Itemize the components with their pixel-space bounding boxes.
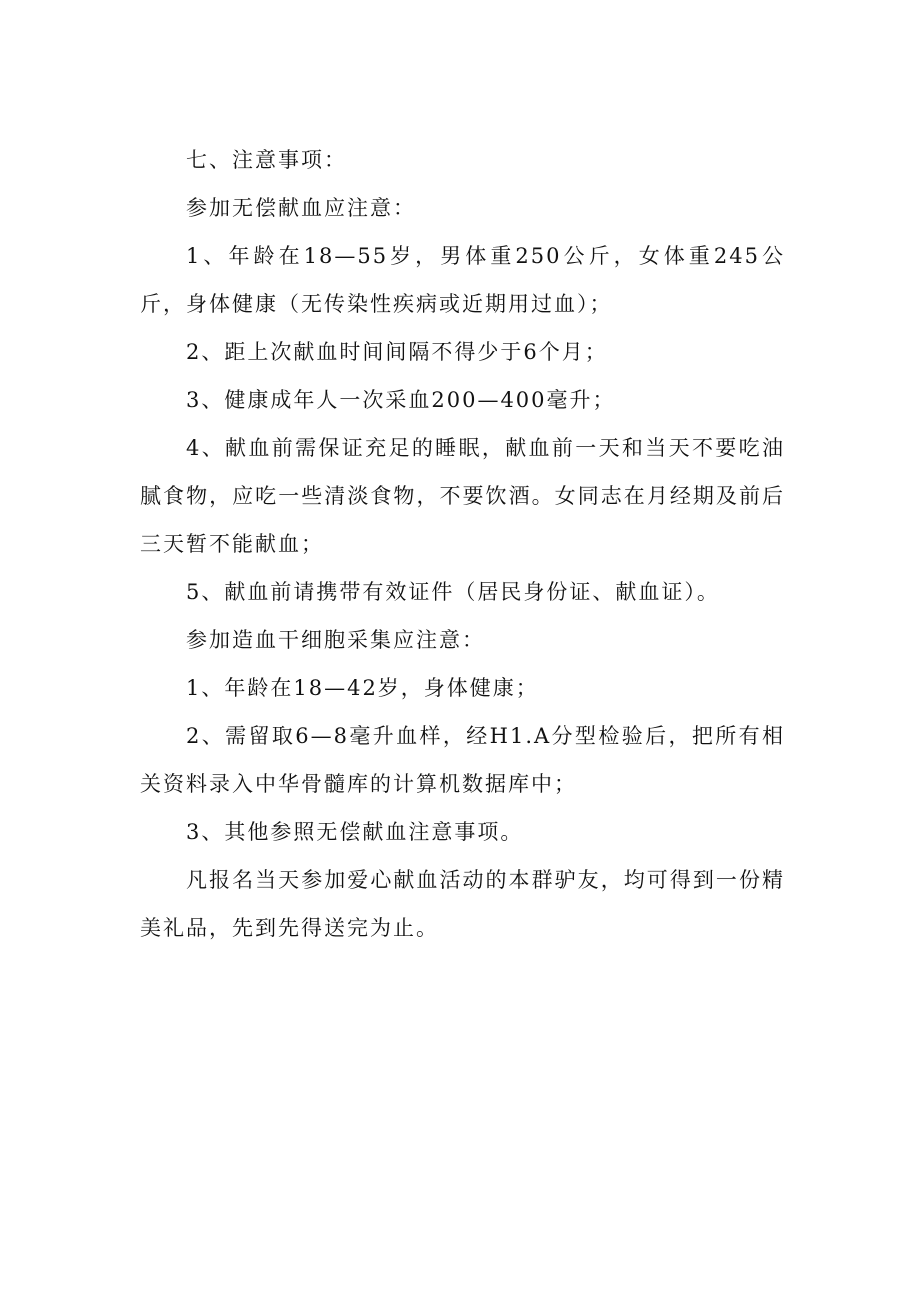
stem-cell-item-2: 2、需留取6—8毫升血样，经H1.A分型检验后，把所有相关资料录入中华骨髓库的计算机数据库中；	[140, 724, 785, 796]
section-heading: 七、注意事项：	[186, 148, 347, 172]
gift-notice: 凡报名当天参加爱心献血活动的本群驴友，均可得到一份精美礼品，先到先得送完为止。	[140, 868, 785, 940]
stem-cell-item-3: 3、其他参照无偿献血注意事项。	[186, 820, 524, 844]
blood-donation-item-1: 1、年龄在18—55岁，男体重250公斤，女体重245公斤，身体健康（无传染性疾病或近期用过血）；	[140, 244, 785, 316]
blood-donation-item-3: 3、健康成年人一次采血200—400毫升；	[186, 388, 616, 412]
blood-donation-item-2: 2、距上次献血时间间隔不得少于6个月；	[186, 340, 608, 364]
document-body	[140, 136, 785, 952]
blood-donation-item-4: 4、献血前需保证充足的睡眠，献血前一天和当天不要吃油腻食物，应吃一些清淡食物，不要饮酒。女同志在月经期及前后三天暂不能献血；	[140, 436, 785, 556]
stem-cell-item-1: 1、年龄在18—42岁，身体健康；	[186, 676, 539, 700]
blood-donation-item-5: 5、献血前请携带有效证件（居民身份证、献血证）。	[186, 580, 720, 604]
stem-cell-subheading: 参加造血干细胞采集应注意：	[186, 628, 485, 652]
blood-donation-subheading: 参加无偿献血应注意：	[186, 196, 416, 220]
